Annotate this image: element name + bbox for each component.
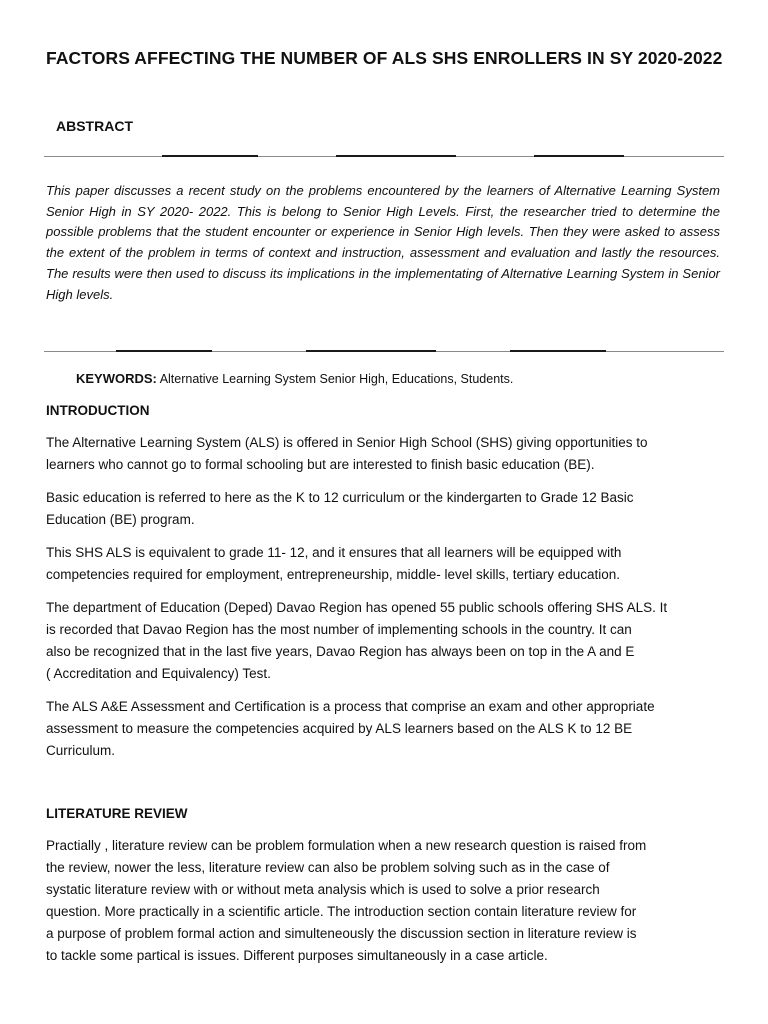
intro-paragraph-2 — [46, 487, 726, 531]
abstract-bottom-rule — [44, 351, 724, 352]
literature-review-heading: LITERATURE REVIEW — [46, 806, 188, 821]
paragraph-line: a purpose of problem formal action and simulteneously the discussion section in literature review is — [46, 926, 637, 941]
paragraph-line: The Alternative Learning System (ALS) is offered in Senior High School (SHS) giving opportunities to — [46, 435, 648, 450]
paper-title: FACTORS AFFECTING THE NUMBER OF ALS SHS ENROLLERS IN SY 2020-2022 — [46, 48, 723, 68]
paragraph-line: is recorded that Davao Region has the most number of implementing schools in the country. It can — [46, 622, 632, 637]
paragraph-line: competencies required for employment, entrepreneurship, middle- level skills, tertiary education. — [46, 567, 621, 582]
rule-accent — [162, 155, 258, 157]
intro-paragraph-3 — [46, 542, 726, 586]
rule-accent — [510, 350, 606, 352]
paragraph-line: also be recognized that in the last five years, Davao Region has always been on top in the A and E — [46, 644, 635, 659]
paragraph-line: The ALS A&E Assessment and Certification is a process that comprise an exam and other appropriate — [46, 699, 655, 714]
intro-paragraph-1 — [46, 432, 726, 476]
paragraph-line: systatic literature review with or without meta analysis which is used to solve a prior research — [46, 882, 600, 897]
rule-accent — [336, 155, 456, 157]
keywords-text: Alternative Learning System Senior High, Educations, Students. — [159, 372, 514, 386]
paragraph-line: Curriculum. — [46, 743, 116, 758]
paragraph-line: Education (BE) program. — [46, 512, 195, 527]
introduction-heading: INTRODUCTION — [46, 403, 150, 418]
paragraph-line: the review, nower the less, literature review can also be problem solving such as in the case of — [46, 860, 610, 875]
literature-review-paragraph — [46, 835, 726, 967]
paragraph-line: to tackle some partical is issues. Different purposes simultaneously in a case article. — [46, 948, 548, 963]
paragraph-line: ( Accreditation and Equivalency) Test. — [46, 666, 271, 681]
abstract-heading: ABSTRACT — [56, 118, 133, 134]
paragraph-line: question. More practically in a scientific article. The introduction section contain literature review for — [46, 904, 637, 919]
paragraph-line: Practially , literature review can be problem formulation when a new research question is raised from — [46, 838, 647, 853]
rule-accent — [116, 350, 212, 352]
abstract-line-1: This paper discusses a recent study on the problems encountered by the learners of Alternative Learning System — [46, 183, 720, 198]
abstract-top-rule — [44, 156, 724, 157]
intro-paragraph-4 — [46, 597, 726, 685]
paragraph-line: Basic education is referred to here as the K to 12 curriculum or the kindergarten to Grade 12 Basic — [46, 490, 634, 505]
paragraph-line: assessment to measure the competencies acquired by ALS learners based on the ALS K to 12 BE — [46, 721, 633, 736]
paragraph-line: learners who cannot go to formal schooling but are interested to finish basic education (BE). — [46, 457, 595, 472]
keywords-label: KEYWORDS: — [76, 371, 157, 386]
rule-accent — [534, 155, 624, 157]
paragraph-line: The department of Education (Deped) Davao Region has opened 55 public schools offering SHS ALS. It — [46, 600, 668, 615]
intro-paragraph-5 — [46, 696, 726, 762]
keywords-line — [76, 371, 513, 386]
abstract-body — [46, 181, 720, 305]
rule-accent — [306, 350, 436, 352]
abstract-text: Senior High in SY 2020- 2022. This is belong to Senior High Levels. First, the researcher tried to determine the possible problems that the student encounter or experience in Senior High levels. Then they were asked to assess the extent of the problem in terms of context and instruction, assessment and evaluation and lastly the resources. The results were then used to discuss its implications in the implementating of Alternative Learning System in Senior High levels. — [46, 203, 720, 302]
paragraph-line: This SHS ALS is equivalent to grade 11- 12, and it ensures that all learners will be equipped with — [46, 545, 622, 560]
